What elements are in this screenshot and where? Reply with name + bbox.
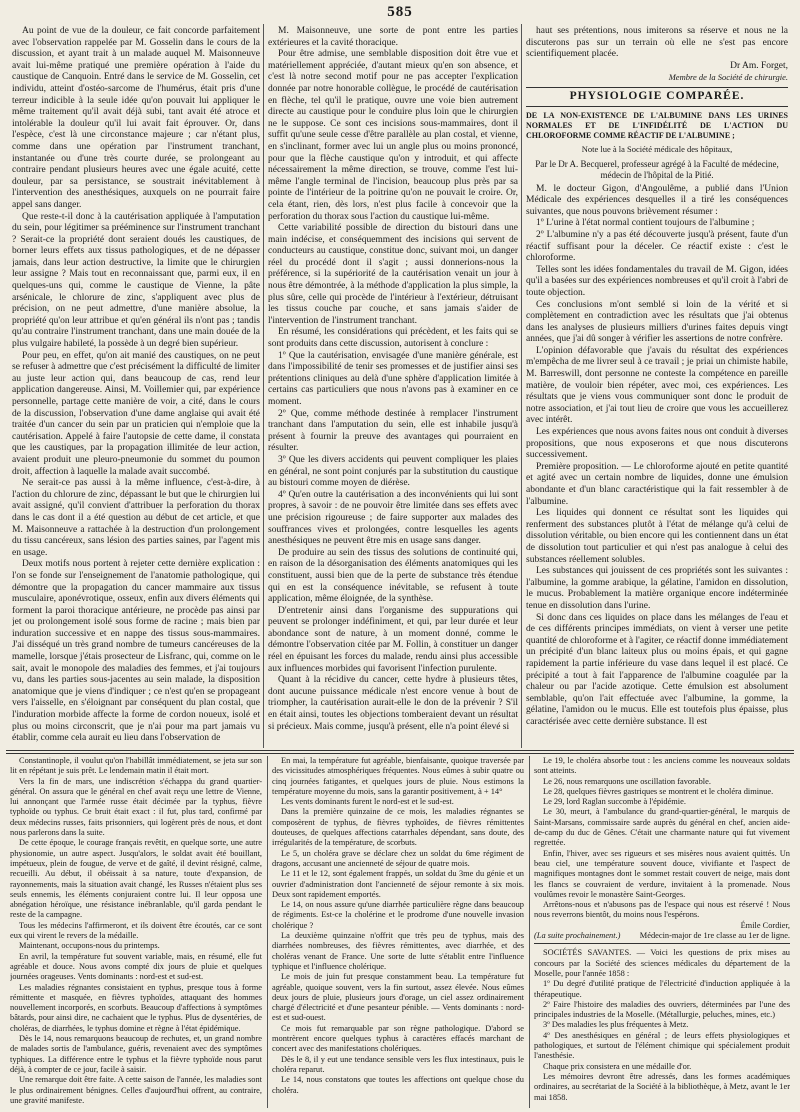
paragraph: SOCIÉTÉS SAVANTES. — Voici les questions de prix mises au concours par la Société des sciences médicales du département de la Moselle, pour l'année 1858 : <box>534 948 790 978</box>
paragraph: Les substances qui jouissent de ces propriétés sont les suivantes : l'albumine, la gomme arabique, la gélatine, l'amidon en dissolution, le mucus. Probablement la matière organique encore indéterminée tenue en dissolution dans l'urine. <box>526 566 788 611</box>
paragraph: haut ses prétentions, nous imiterons sa réserve et nous ne la discuterons pas sur un terrain où elle ne s'est pas encore scientifiquement placée. <box>526 26 788 60</box>
paragraph: Tous les médecins l'affirmeront, et ils doivent être écoutés, car ce sont eux qui virent le revers de la médaille. <box>10 920 262 941</box>
paragraph: De cette époque, le courage français revêtit, en quelque sorte, une autre physionomie, un autre aspect. Jusqu'alors, le soldat avait été bouillant, impétueux, plein de fougue, de verve et de gaîté, il devint résigné, calme, recueilli. Au début, il obéissait à sa nature, toute d'expansion, de rayonnements, mais la situation avait changé, les Russes n'étaient plus ses seuls ennemis, les éléments conjuraient contre lui. Il leur opposa une abnégation héroïque, une résistance inébranlable, qu'il garda pendant le reste de la campagne. <box>10 838 262 920</box>
paragraph: 4º Qu'en outre la cautérisation a des inconvénients qui lui sont propres, à savoir : de ne pouvoir être limitée dans ses effets avec une précision rigoureuse ; de faire supporter aux malades des souffrances vives et prolongées, contre lesquelles les agents anesthésiques ne peuvent être mis en usage sans danger. <box>268 489 518 547</box>
top-column-1 <box>12 26 260 748</box>
paragraph: La deuxième quinzaine n'offrit que très peu de typhus, mais des diarrhées nombreuses, des fièvres rémittentes, avec diarrhée, et des choléras venant de France. Une sorte de lutte s'établit entre l'influence typhique et l'influence cholérique. <box>272 931 524 971</box>
paragraph: Le 19, le choléra absorbe tout : les anciens comme les nouveaux soldats sont atteints. <box>534 756 790 776</box>
paragraph: Les vents dominants furent le nord-est et le sud-est. <box>281 797 454 807</box>
paragraph: Le 11 et le 12, sont également frappés, un soldat du 3me du génie et un ouvrier d'administration dont l'ancienneté de séjour remonte à six mois. Deux sont rapidement emportés. <box>272 869 524 899</box>
paragraph: Une remarque doit être faite. A cette saison de l'année, les maladies sont le plus ordinairement bénignes. Celles d'aujourd'hui offrent, au contraire, une gravité manifeste. <box>10 1075 262 1105</box>
paragraph: Le 30, meurt, à l'ambulance du grand-quartier-général, le marquis de Saint-Marsans, commissaire sarde auprès du général en chef, ancien aide-de-camp du duc de Gênes. C'était une charmante nature qui fut vivement regrettée. <box>534 807 790 848</box>
paragraph: Arrêtons-nous et n'abusons pas de l'espace qui nous est réservé ! Nous nous reverrons bientôt, du moins nous l'espérons. <box>534 900 790 920</box>
paragraph: D'entretenir ainsi dans l'organisme des suppurations qui peuvent se prolonger indéfiniment, et qui, par leur durée et leur abondance sont de nature, à un moment donné, comme le démontre l'observation citée par M. Follin, à constituer un danger réel en épuisant les forces du malade, rendu ainsi plus accessible aux influences morbides qui favorisent l'infection purulente. <box>268 605 518 674</box>
paragraph: 4º Des anesthésiques en général ; de leurs effets physiologiques et pathologiques, et surtout de l'élément chimique qui spécialement produit l'anesthésie. <box>534 1030 790 1061</box>
paragraph: Pour peu, en effet, qu'on ait manié des caustiques, on ne peut se refuser à admettre que c'est précisément la difficulté de limiter au juste leur action qui, dans beaucoup de cas, rend leur application dangereuse. Ainsi, M. Voillemier qui, par expérience personnelle, partage cette manière de voir, a cité, dans le cours de la discussion, l'observation d'une dame anglaise qui avait été traitée d'un cancer du sein par un praticien qui n'emploie que la cautérisation. Appelé à faire l'autopsie de cette dame, il constata que les caustiques, par la propagation illimitée de leur action, avaient produit une pleuro-pneumonie du sommet du poumon droit, affection à laquelle la malade avait succombé. <box>12 350 260 477</box>
top-column-3 <box>526 26 788 748</box>
paragraph: M. le docteur Gigon, d'Angoulême, a publié dans l'Union Médicale des expériences desquelles il a tiré les conséquences suivantes, que nous pouvons brièvement résumer : <box>526 183 788 217</box>
paragraph: 1º L'urine à l'état normal contient toujours de l'albumine ; <box>536 218 755 229</box>
paragraph: M. Maisonneuve, une sorte de pont entre les parties extérieures et la cavité thoracique. <box>268 26 518 48</box>
paragraph: Ces conclusions m'ont semblé si loin de la vérité et si complètement en contradiction avec les résultats que j'ai obtenus dans les analyses de plusieurs milliers d'urines faites depuis vingt années, que j'ai dû songer à vérifier les assertions de notre confrère. <box>526 299 788 345</box>
section-heading: PHYSIOLOGIE COMPARÉE. <box>569 90 745 103</box>
paragraph: Les expériences que nous avons faites nous ont conduit à diverses propositions, que nous exposerons et que nous discuterons successivement. <box>526 427 788 461</box>
paragraph: Le mois de juin fut presque constamment beau. La température fut agréable, quoique souvent, vers la fin surtout, assez élevée. Nous eûmes deux jours de pluie, plusieurs jours d'orage, un ciel assez ordinairement chargé d'électricité et d'une pesanteur pénible. — Vents dominants : nord-est et sud-ouest. <box>272 972 524 1023</box>
paragraph: Le 29, lord Raglan succombe à l'épidémie. <box>543 797 686 807</box>
paragraph: Deux motifs nous portent à rejeter cette dernière explication : l'on se fonde sur l'enseignement de l'anatomie pathologique, qui démontre que la propagation du cancer mammaire aux tissus musculaire, aponévrotique, osseux, enfin aux divers éléments qui forment la paroi thoracique antérieure, ne procède pas ainsi par jet ou prolongement isolé sous forme de racine ; mais bien par induration successive et en nappe des tissus sous-mammaires. J'ai disséqué un très grand nombre de tumeurs cancéreuses de la mamelle, lorsque j'étais prosecteur de Lisfranc, qui, comme on le sait, avait le monopole des maladies des femmes, et j'ai toujours vu, dans les parties sous-jacentes au sein malade, la disposition anatomique que je viens d'indiquer ; ce n'est qu'en se propageant vers l'aisselle, en s'éloignant par conséquent du plan costal, que l'induration morbide affecte la forme de cordon noueux, isolé et plus ou moins circonscrit, que je n'ai pour ma part jamais vu établir, comme cela aurait eu lieu dans l'observation de <box>12 559 260 744</box>
paragraph: 2º Faire l'histoire des maladies des ouvriers, déterminées par l'une des principales industries de la Moselle. (Métallurgie, peluches, mines, etc.) <box>534 999 790 1020</box>
paragraph: Que reste-t-il donc à la cautérisation appliquée à l'amputation du sein, pour légitimer sa prééminence sur l'instrument tranchant ? Serait-ce la propriété dont seraient doués les caustiques, de borner leurs effets aux tissus pathologiques, et de ne dépasser jamais, dans leur action destructive, la limite que le chirurgien leur assigne ? Mais tout en reconnaissant que, parmi eux, il en quelques-uns qui, comme le caustique de Vienne, la pâte arsénicale, le chlorure de zinc, s'appliquent avec plus de précision, on ne peut admettre, d'une manière absolue, la propriété qu'on leur attribue et qu'en général ils n'ont pas ; tandis qu'au contraire l'instrument tranchant, dans une main douée de la plus vulgaire habileté, la possède à un degré bien supérieur. <box>12 211 260 350</box>
paragraph: Maintenant, occupons-nous du printemps. <box>19 941 160 951</box>
paragraph: Si donc dans ces liquides on place dans les mélanges de l'eau et de ces différents principes immédiats, on vient à verser une petite quantité de chloroforme et à l'agiter, ce réactif donne immédiatement un précipité d'un blanc laiteux plus ou moins épais, et qui gagne rapidement la partie inférieure du vase dans lequel il est placé. Ce précipité a tout à fait l'apparence de l'albumine coagulée par la chaleur ou par l'acide azotique. Cette émulsion est absolument semblable, qu'on l'ait effectuée avec l'albumine, la gomme, la gélatine, l'amidon ou le mucus. Elle est toutefois plus épaisse, plus caractérisée avec cette dernière substance. Il est <box>526 612 788 727</box>
paragraph: Ne serait-ce pas aussi à la même influence, c'est-à-dire, à l'action du chlorure de zinc, dépassant le but que le chirurgien lui avait assigné, qu'il convient d'attribuer la perforation du thorax dans le cas dont il a été question au début de cet article, et que M. Maisonneuve a rattachée à la destruction d'un prolongement du tissu cancéreux, sans lésion des parties saines, par l'agent mis en usage. <box>12 478 260 558</box>
feuilleton-section <box>10 756 790 1112</box>
top-section <box>12 26 788 748</box>
paragraph: De produire au sein des tissus des solutions de continuité qui, en raison de la désorganisation des éléments anatomiques qui les constituent, aussi bien que de la perte de substance très étendue qui en est la conséquence inévitable, se refusent à toute application, même éloignée, de la synthèse. <box>268 547 518 605</box>
paragraph: 2º Que, comme méthode destinée à remplacer l'instrument tranchant dans l'amputation du sein, elle est inhabile jusqu'à présent à fournir la preuve des avantages qui pourraient en résulter. <box>268 408 518 454</box>
article-note: Note lue à la Société médicale des hôpitaux, <box>581 143 733 154</box>
section-separator <box>6 753 794 754</box>
paragraph: Le 28, quelques fièvres gastriques se montrent et le choléra diminue. <box>543 786 774 796</box>
paragraph: Constantinople, il voulut qu'on l'habillât immédiatement, se jeta sur son lit en répétant je suis prêt. Le lendemain matin il était mort. <box>10 756 262 776</box>
paragraph: Les mémoires devront être adressés, dans les formes académiques ordinaires, au secrétariat de la Société à la bibliothèque, à Metz, avant le 1er mai 1858. <box>534 1071 790 1102</box>
article-subtitle: DE LA NON-EXISTENCE DE L'ALBUMINE DANS LES URINES NORMALES ET DE L'INFIDÉLITÉ DE L'ACTION DU CHLOROFORME COMME RÉACTIF DE L'ALBUMINE ; <box>526 110 788 140</box>
paragraph: Telles sont les idées fondamentales du travail de M. Gigon, idées qu'il a basées sur des expériences nombreuses et qu'il croit à l'abri de toute objection. <box>526 264 788 298</box>
section-separator <box>6 750 794 751</box>
paragraph: Au point de vue de la douleur, ce fait concorde parfaitement avec l'observation rappelée par M. Gosselin dans le cours de la discussion, et ayant trait à un malade auquel M. Maisonneuve avait lui-même pratiqué une première opération à l'aide du caustique de Canquoin. Entré dans le service de M. Gosselin, cet individu, atteint d'ostéo-sarcome de l'humérus, était pris d'une terreur indicible à la seule idée qu'on pouvait lui appliquer le même traitement qu'il avait déjà subi, tant avait été atroce et intolérable la douleur qu'il lui avait fait éprouver. Or, dans l'espèce, c'est là une circonstance majeure ; car n'étant plus, comme dans une opération par l'instrument tranchant, instantanée ou d'une très courte durée, se prolongeant au contraire pendant plusieurs heures avec une égale acuité, cette douleur, par sa persistance, se soustrait inévitablement à l'intervention des anesthésiques, auxquels on ne pourrait faire appel sans danger. <box>12 26 260 210</box>
bottom-column-2 <box>272 756 524 1106</box>
paragraph: En mai, la température fut agréable, bienfaisante, quoique traversée par des vicissitudes atmosphériques fréquentes. Nous eûmes à subir quatre ou cinq journées fatigantes, et quelques jours de pluie. Nous estimons la température moyenne du mois, sans la garantir positivement, à + 14° <box>272 756 524 796</box>
paragraph: L'opinion défavorable que j'avais du résultat des expériences m'empêcha de me livrer seul à ce travail ; je priai un chimiste habile, M. Barreswill, dont personne ne conteste la compétence en pareille matière, de vouloir bien répéter, avec moi, ces expériences. Les résultats que je viens vous communiquer sont donc le produit de notre association, et j'ai tout lieu de croire que vous les accueillerez avec intérêt. <box>526 345 788 426</box>
continuation-note: (La suite prochainement.) <box>534 931 621 941</box>
paragraph: Le 26, nous remarquons une oscillation favorable. <box>543 776 711 786</box>
paragraph: 3º Que les divers accidents qui peuvent compliquer les plaies en général, ne sont point conjurés par la substitution du caustique au bistouri comme moyen de diérèse. <box>268 454 518 489</box>
paragraph: Dès le 14, nous remarquons beaucoup de rechutes, et, un grand nombre de malades sortis de l'ambulance, guéris, revenaient avec des symptômes typhiques. La différence entre le typhus et la fièvre typhoïde nous parut déjà, à compter de ce jour, facile à saisir. <box>10 1034 262 1074</box>
paragraph: Première proposition. — Le chloroforme ajouté en petite quantité et agité avec un certain nombre de liquides, donne une émulsion abondante et d'un blanc caractéristique qui la fait ressembler à de l'albumine. <box>526 461 788 507</box>
paragraph: En avril, la température fut souvent variable, mais, en résumé, elle fut agréable et douce. Nous avons compté dix jours de pluie et quelques journées orageuses. Vents dominants : nord-est et sud-est. <box>10 951 262 982</box>
page-number: 585 <box>387 4 413 20</box>
paragraph: 2º L'albumine n'y a pas été découverte jusqu'à présent, faute d'un réactif suffisant pour la déceler. Ce réactif existe : c'est le chloroforme. <box>526 229 788 264</box>
bottom-column-3 <box>534 756 790 1106</box>
paragraph: Le 14, on nous assure qu'une diarrhée particulière règne dans beaucoup de régiments. Est-ce la cholérine et le prodrome d'une nouvelle invasion cholérique ? <box>272 900 524 930</box>
paragraph: Dès le 8, il y eut une tendance sensible vers les flux intestinaux, puis le choléra reparut. <box>272 1054 524 1074</box>
paragraph: En résumé, les considérations qui précèdent, et les faits qui se sont produits dans cette discussion, autorisent à conclure : <box>268 327 518 350</box>
paragraph: Quant à la récidive du cancer, cette hydre à plusieurs têtes, dont aucune puissance médicale n'est encore venue à bout de triompher, la cautérisation aurait-elle le don de la prévenir ? S'il en était ainsi, toutes les objections tomberaient devant un résultat si précieux. Mais comme, jusqu'à présent, elle n'a point élevé si <box>268 675 518 732</box>
paragraph: Dans la première quinzaine de ce mois, les maladies régnantes se composèrent de typhus, de fièvres typhoïdes, de fièvres rémittentes douteuses, de quelques affections catarrhales dépendant, sans doute, des irrégularités de la température, de scorbuts. <box>272 807 524 848</box>
paragraph: 3º Des maladies les plus fréquentes à Metz. <box>543 1020 689 1030</box>
section-divider <box>534 943 790 944</box>
paragraph: Vers la fin de mars, une indiscrétion s'échappa du grand quartier-général. On assura que le général en chef avait reçu une lettre de Vienne, lui annonçant que l'armée russe était décimée par la typhus, fièvre typhoïde ou typhus. Ce bruit était exact : il fut, plus tard, confirmé par deux médecins russes, faits prisonniers, qui logèrent près de nous, et dont nous parlerons dans la suite. <box>10 776 262 838</box>
author-signature: Dr Am. Forget, <box>730 60 788 71</box>
top-column-2 <box>268 26 518 748</box>
author-role: Membre de la Société de chirurgie. <box>668 72 788 83</box>
paragraph: Le 5, un choléra grave se déclare chez un soldat du 6me régiment de dragons, accusant une ancienneté de séjour de quatre mois. <box>272 848 524 868</box>
article-byline: Par le Dr A. Becquerel, professeur agrégé à la Faculté de médecine, médecin de l'hôpital de la Pitié. <box>535 158 779 180</box>
paragraph: Chaque prix consistera en une médaille d'or. <box>543 1061 692 1071</box>
paragraph: Ce mois fut remarquable par son règne pathologique. D'abord se montrèrent encore quelques typhus à caractères effacés marchant de concert avec des manifestations cholériques. <box>272 1023 524 1054</box>
feuilleton-signature-line <box>534 931 790 941</box>
section-divider <box>526 87 788 88</box>
paragraph: 1º Du degré d'utilité pratique de l'électricité d'induction appliquée à la thérapeutique. <box>534 979 790 999</box>
paragraph: Le 14, nous constatons que toutes les affections ont quelque chose du choléra. <box>272 1075 524 1095</box>
author-rank: Médecin-major de 1re classe au 1er de ligne. <box>639 931 790 941</box>
paragraph: 1º Que la cautérisation, envisagée d'une manière générale, est dans l'impossibilité de tenir ses promesses et de justifier ainsi ses prétentions cliniques au delà d'une sphère d'application limitée à certains cas particuliers que nous n'avons pas à examiner en ce moment. <box>268 350 518 407</box>
heading-rule <box>526 106 788 107</box>
paragraph: Pour être admise, une semblable disposition doit être vue et matériellement appréciée, d'autant mieux qu'en son absence, et c'est là notre second motif pour ne pas accepter l'explication donnée par notre honorable collègue, le procédé de cautérisation en flèche, tel qu'il le pratique, ouvre une voie bien autrement directe au caustique pour le conduire plus loin que le chirurgien ne le suppose. Ce sont ces incisions sous-mammaires, dont il suffit qu'une seule cesse d'être parallèle au plan costal, et vienne, en s'inclinant, former avec lui un angle plus ou moins prononcé, pour que la flèche caustique qu'on y introduit, et qui affecte nécessairement la même direction, se trouve, comme l'est lui-même l'angle terminal de l'incision, beaucoup plus près par sa pointe de l'intérieur de la poitrine qu'on ne pouvait le croire. Or, cela étant, rien, dès lors, n'est plus facile à concevoir que la perforation du thorax sous l'action du caustique lui-même. <box>268 49 518 222</box>
paragraph: Les maladies régnantes consistaient en typhus, presque tous à forme rémittente et masquée, en fièvres typhoïdes, attaquant des hommes nouvellement incorporés, en scorbuts. Beaucoup d'affections à symptômes bâtards, pour ainsi dire, ne cachaient que le typhus. Plus de dysentéries, de choléras, de diarrhées, le typhus domine et règne à l'état épidémique. <box>10 982 262 1033</box>
bottom-column-1 <box>10 756 262 1106</box>
feuilleton-signature: Émile Cordier, <box>740 920 790 930</box>
paragraph: Enfin, l'hiver, avec ses rigueurs et ses misères nous avaient quittés. Un beau ciel, une température souvent douce, vivifiante et l'aspect de magnifiques montagnes dont le sommet restait couvert de neige, mais dont les flancs se couvraient de verdure, invitaient à la promenade. Nous voulûmes revoir le monastère Saint-Georges. <box>534 848 790 899</box>
paragraph: Les liquides qui donnent ce résultat sont les liquides qui renferment des substances plutôt à l'état de mélange qu'à celui de dissolution véritable, ou bien encore qui les contiennent dans un état de dissolution tout particulier et qui n'est pas analogue à celui des substances réellement solubles. <box>526 508 788 565</box>
paragraph: Cette variabilité possible de direction du bistouri dans une main indécise, et conséquemment des incisions qui servent de conducteurs au caustique, constitue donc, suivant moi, un danger réel du procédé dont il s'agit ; aussi donnerions-nous la préférence, si la supériorité de la cautérisation venait un jour à nous être démontrée, à la méthode d'application la plus simple, la plus sûre, celle qui procède de l'intérieur à l'extérieur, détruisant les tissus couche par couche, et sans jamais s'aider de l'intervention de l'instrument tranchant. <box>268 223 518 326</box>
